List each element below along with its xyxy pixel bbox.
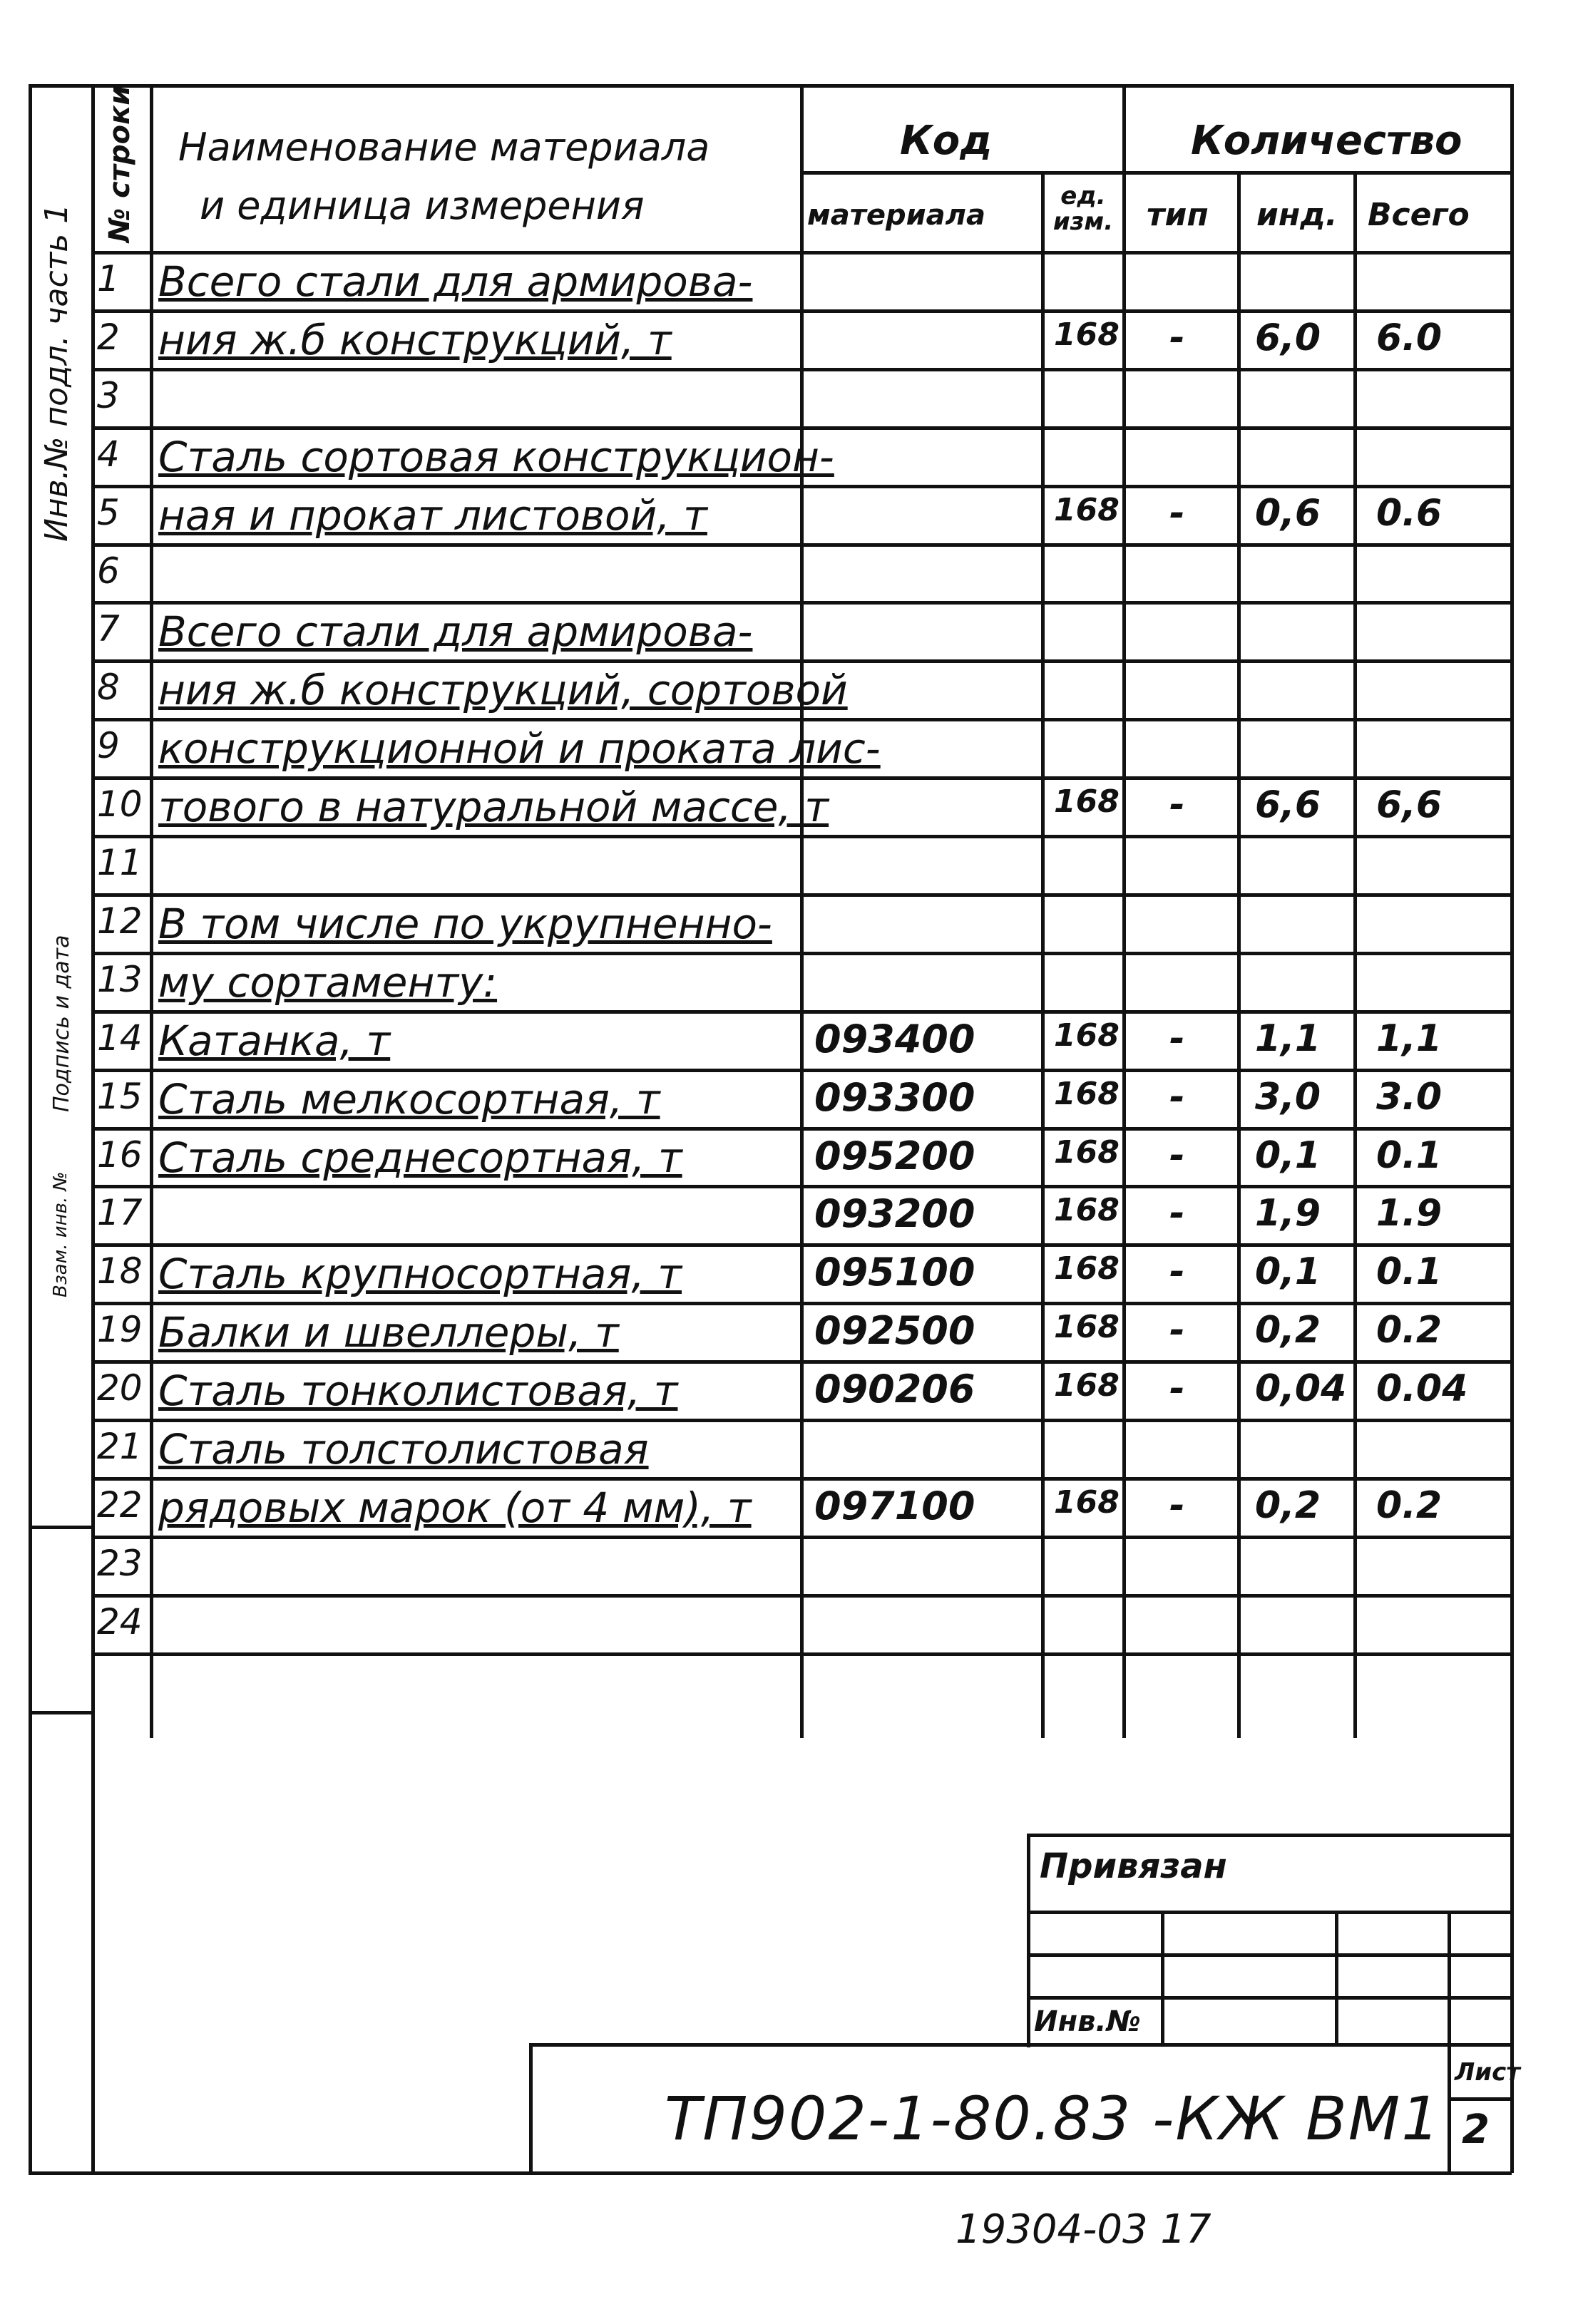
material-name: Всего стали для армирова-	[158, 607, 753, 656]
qty-type: -	[1169, 1134, 1185, 1177]
row-number: 16	[97, 1134, 143, 1176]
row-number: 15	[97, 1076, 143, 1117]
qty-type: -	[1169, 1367, 1185, 1410]
material-name: Сталь толстолистовая	[158, 1425, 649, 1474]
qty-ind: 0,1	[1255, 1250, 1321, 1293]
header-ind: инд.	[1256, 197, 1338, 233]
frame-top-line	[29, 84, 1512, 88]
header-bottom-line	[91, 251, 1512, 254]
qty-total: 1.9	[1376, 1192, 1443, 1235]
row-divider	[91, 485, 1512, 488]
row-number: 14	[97, 1017, 143, 1059]
qty-total: 6,6	[1376, 783, 1443, 826]
qty-ind: 1,9	[1255, 1192, 1321, 1235]
row-number: 21	[97, 1426, 143, 1467]
qty-total: 0.1	[1376, 1134, 1443, 1177]
frame-left-line	[29, 84, 32, 2173]
qty-type: -	[1169, 317, 1185, 359]
stamp-col-3	[1448, 1911, 1451, 2174]
qty-total: 0.6	[1376, 492, 1443, 535]
row-number: 10	[97, 783, 143, 825]
stamp-line-3	[1027, 1996, 1512, 2000]
stamp-col-2	[1335, 1911, 1338, 2046]
qty-type: -	[1169, 1076, 1185, 1119]
row-divider	[91, 309, 1512, 313]
row-divider	[91, 718, 1512, 721]
row-number: 3	[97, 375, 120, 416]
material-name: ния ж.б конструкций, сортовой	[158, 666, 848, 714]
header-total: Всего	[1368, 197, 1470, 233]
stamp-sheet-label: Лист	[1455, 2058, 1520, 2087]
material-code: 097100	[814, 1484, 975, 1528]
material-code: 095100	[814, 1250, 975, 1295]
row-number: 2	[97, 317, 120, 358]
row-divider	[91, 952, 1512, 955]
row-number: 12	[97, 900, 143, 942]
row-number: 8	[97, 667, 120, 708]
stamp-sheet-number: 2	[1462, 2107, 1490, 2153]
qty-ind: 0,2	[1255, 1484, 1321, 1527]
row-divider	[91, 659, 1512, 663]
qty-total: 0.04	[1376, 1367, 1468, 1410]
unit-code: 168	[1054, 1192, 1120, 1228]
row-divider	[91, 1069, 1512, 1072]
material-name: ная и прокат листовой, т	[158, 491, 707, 540]
stamp-main-left	[529, 2043, 533, 2173]
row-number: 18	[97, 1250, 143, 1292]
qty-type: -	[1169, 1017, 1185, 1060]
material-name: Сталь сортовая конструкцион-	[158, 433, 834, 481]
row-divider	[91, 1594, 1512, 1598]
row-divider	[91, 1185, 1512, 1188]
unit-code: 168	[1054, 1134, 1120, 1171]
unit-code: 168	[1054, 1484, 1120, 1521]
row-number: 5	[97, 492, 120, 533]
material-code: 093400	[814, 1017, 975, 1061]
header-mid-line	[800, 171, 1512, 175]
material-name: тового в натуральной массе, т	[158, 783, 829, 831]
material-name: рядовых марок (от 4 мм), т	[158, 1484, 752, 1532]
row-number: 23	[97, 1543, 143, 1584]
row-number: 11	[97, 842, 143, 883]
material-code: 095200	[814, 1133, 975, 1178]
row-divider	[91, 1302, 1512, 1305]
material-name: Сталь крупносортная, т	[158, 1250, 682, 1298]
row-number: 13	[97, 959, 143, 1000]
header-name-line2: и единица измерения	[200, 183, 645, 228]
row-divider	[91, 893, 1512, 897]
row-divider	[91, 835, 1512, 838]
row-number: 9	[97, 725, 120, 766]
qty-ind: 0,6	[1255, 492, 1321, 535]
unit-code: 168	[1054, 317, 1120, 353]
qty-ind: 1,1	[1255, 1017, 1321, 1060]
row-divider	[91, 601, 1512, 605]
qty-type: -	[1169, 783, 1185, 826]
material-name: В том числе по укрупненно-	[158, 900, 772, 948]
qty-total: 0.2	[1376, 1484, 1443, 1527]
stamp-col-1	[1161, 1911, 1164, 2046]
qty-ind: 0,1	[1255, 1134, 1321, 1177]
header-material: материала	[807, 199, 985, 232]
row-number: 20	[97, 1367, 143, 1409]
qty-type: -	[1169, 492, 1185, 535]
qty-ind: 3,0	[1255, 1076, 1321, 1119]
qty-total: 3.0	[1376, 1076, 1443, 1119]
row-number: 19	[97, 1309, 143, 1350]
row-number: 7	[97, 608, 120, 649]
side-stamp-low-label: Взам. инв. №	[50, 1171, 71, 1297]
row-divider	[91, 1127, 1512, 1131]
row-number: 1	[97, 258, 120, 299]
side-stamp-top-label: Инв.№ подл. часть 1	[39, 203, 75, 542]
header-name-line1: Наименование материала	[178, 125, 710, 170]
row-number: 17	[97, 1192, 143, 1233]
qty-ind: 0,04	[1255, 1367, 1347, 1410]
qty-total: 6.0	[1376, 317, 1443, 359]
material-name: конструкционной и проката лис-	[158, 724, 881, 773]
col-line-rowno	[150, 84, 153, 1738]
stamp-top-line	[1027, 1834, 1512, 1837]
header-type: тип	[1147, 197, 1209, 233]
row-divider	[91, 1360, 1512, 1364]
unit-code: 168	[1054, 783, 1120, 820]
stamp-line-2	[1027, 1953, 1512, 1957]
unit-code: 168	[1054, 1076, 1120, 1112]
header-row-no: № строки	[103, 85, 136, 242]
qty-type: -	[1169, 1192, 1185, 1235]
qty-type: -	[1169, 1309, 1185, 1352]
unit-code: 168	[1054, 1250, 1120, 1287]
row-divider	[91, 1419, 1512, 1422]
qty-type: -	[1169, 1484, 1185, 1527]
row-divider	[91, 1477, 1512, 1481]
material-name: Катанка, т	[158, 1017, 391, 1065]
row-divider	[91, 368, 1512, 371]
unit-code: 168	[1054, 1309, 1120, 1345]
side-stamp-line-2	[29, 1711, 93, 1714]
row-number: 24	[97, 1601, 143, 1642]
row-number: 6	[97, 550, 120, 592]
stamp-inv-no-label: Инв.№	[1034, 2005, 1141, 2038]
row-divider	[91, 1243, 1512, 1247]
frame-bottom-line	[29, 2171, 1512, 2175]
material-name: му сортаменту:	[158, 958, 498, 1007]
material-name: Сталь тонколистовая, т	[158, 1367, 678, 1415]
header-qty-group: Количество	[1191, 118, 1462, 164]
side-stamp-mid-label: Подпись и дата	[49, 935, 74, 1112]
material-name: Сталь среднесортная, т	[158, 1133, 682, 1182]
row-divider	[91, 776, 1512, 780]
row-divider	[91, 426, 1512, 430]
material-name: Всего стали для армирова-	[158, 257, 753, 306]
unit-code: 168	[1054, 492, 1120, 528]
row-number: 4	[97, 433, 120, 475]
unit-code: 168	[1054, 1017, 1120, 1054]
stamp-line-1	[1027, 1911, 1512, 1914]
qty-total: 1,1	[1376, 1017, 1443, 1060]
row-number: 22	[97, 1484, 143, 1526]
side-stamp-line-1	[29, 1526, 93, 1529]
qty-type: -	[1169, 1250, 1185, 1293]
stamp-main-top	[529, 2043, 1512, 2047]
footer-archive-code: 19304-03 17	[956, 2206, 1211, 2253]
material-code: 093300	[814, 1075, 975, 1120]
header-code-group: Код	[900, 118, 993, 164]
material-code: 092500	[814, 1308, 975, 1353]
col-line-name	[800, 84, 804, 1738]
row-divider	[91, 1010, 1512, 1014]
row-divider	[91, 1652, 1512, 1656]
unit-code: 168	[1054, 1367, 1120, 1404]
drawing-designation: ТП902-1-80.83 -КЖ ВМ1	[665, 2084, 1441, 2154]
qty-total: 0.2	[1376, 1309, 1443, 1352]
stamp-sheet-line	[1448, 2097, 1512, 2101]
material-name: ния ж.б конструкций, т	[158, 316, 672, 364]
material-code: 090206	[814, 1367, 975, 1412]
stamp-attached-label: Привязан	[1040, 1846, 1227, 1886]
material-code: 093200	[814, 1191, 975, 1236]
header-unit: ед. изм.	[1052, 182, 1114, 236]
col-line-unit	[1122, 84, 1126, 1738]
qty-total: 0.1	[1376, 1250, 1443, 1293]
qty-ind: 6,6	[1255, 783, 1321, 826]
qty-ind: 6,0	[1255, 317, 1321, 359]
row-divider	[91, 1536, 1512, 1539]
material-name: Сталь мелкосортная, т	[158, 1075, 660, 1124]
stamp-left-line	[1027, 1834, 1030, 2047]
qty-ind: 0,2	[1255, 1309, 1321, 1352]
material-name: Балки и швеллеры, т	[158, 1308, 619, 1357]
row-divider	[91, 543, 1512, 547]
